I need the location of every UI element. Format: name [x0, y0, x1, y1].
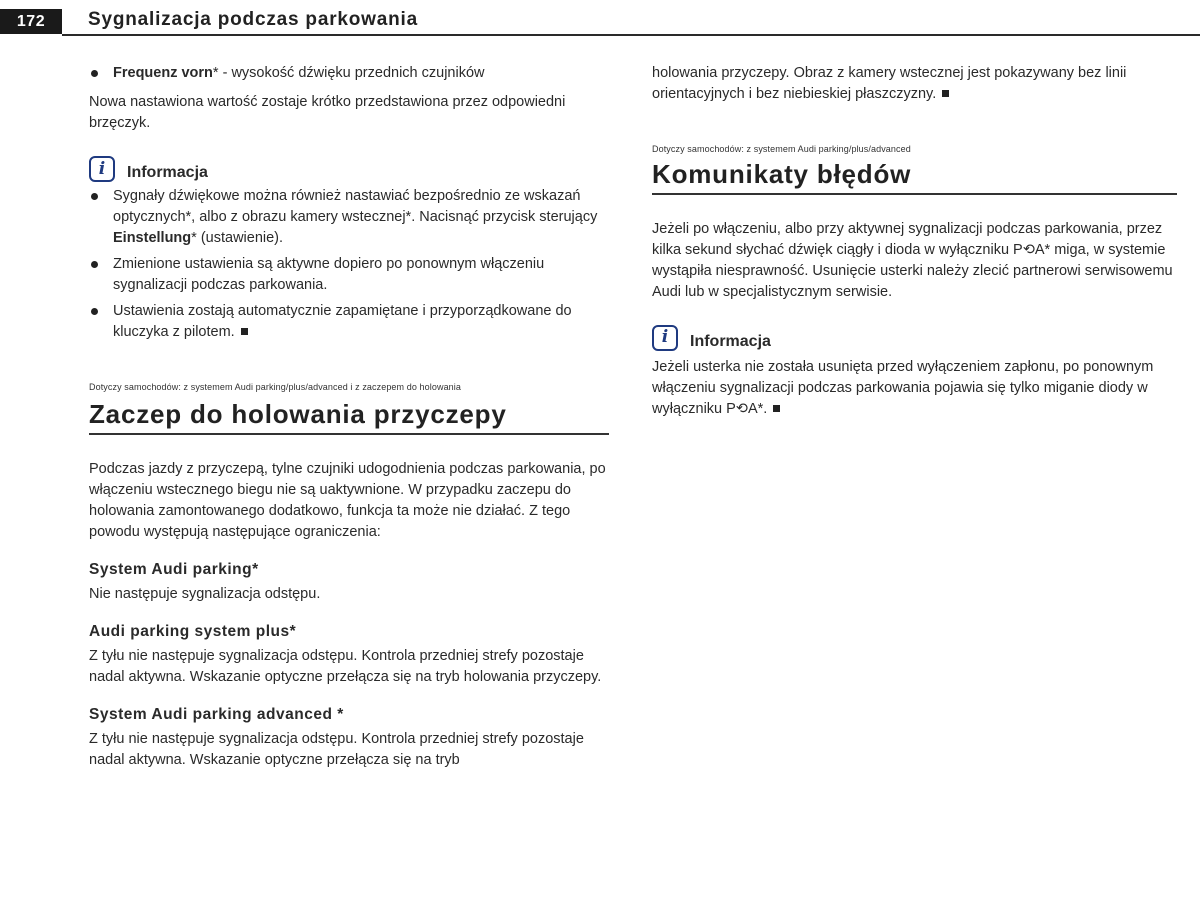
continued-text: holowania przyczepy. Obraz z kamery wstecznej jest pokazywany bez linii orientacyjnych i bez niebieskiej płaszczyzny.: [652, 65, 1127, 102]
frequenz-label: Frequenz vorn: [113, 65, 213, 81]
info-paragraph-errors: [652, 357, 1177, 420]
info-bullet-3: [89, 301, 609, 343]
subsection-text-plus: Z tyłu nie następuje sygnalizacja odstępu. Kontrola przedniej strefy pozostaje nadal aktywna. Wskazanie optyczne przełącza się na tryb holowania przyczepy.: [89, 647, 602, 685]
errors-paragraph: Jeżeli po włączeniu, albo przy aktywnej sygnalizacji podczas parkowania, przez kilka sekund słychać dźwięk ciągły i dioda w wyłączniku P⟲A* miga, w systemie wystąpiła niesprawność. Usunięcie usterki należy zlecić partnerowi serwisowemu Audi lub w specjalistycznym serwisie.: [652, 220, 1173, 300]
subsection-title-plus: Audi parking system plus*: [89, 622, 297, 640]
section-title-towing: Zaczep do holowania przyczepy: [89, 399, 507, 429]
info-text-errors: Jeżeli usterka nie została usunięta przed wyłączeniem zapłonu, po ponownym włączeniu sygnalizacji podczas parkowania pojawia się tylko miganie diody w wyłączniku P⟲A*.: [652, 358, 1154, 417]
page-number: 172: [0, 9, 62, 34]
subsection-text-parking: Nie następuje sygnalizacja odstępu.: [89, 585, 321, 602]
bullet-icon: [91, 70, 98, 77]
subsection-text-advanced: Z tyłu nie następuje sygnalizacja odstępu. Kontrola przedniej strefy pozostaje nadal aktywna. Wskazanie optyczne przełącza się na tryb: [89, 730, 584, 768]
frequenz-paragraph: Nowa nastawiona wartość zostaje krótko przedstawiona przez odpowiedni brzęczyk.: [89, 94, 566, 131]
section-rule: [89, 433, 609, 435]
bullet-icon: [91, 308, 98, 315]
subsection-title-advanced: System Audi parking advanced *: [89, 705, 344, 723]
info-bullet-2: [89, 254, 609, 296]
header-rule: [62, 34, 1200, 36]
end-mark-icon: [942, 90, 949, 97]
info-icon: i: [652, 325, 678, 351]
info-bullet-2-text: Zmienione ustawienia są aktywne dopiero po ponownym włączeniu sygnalizacji podczas parkowania.: [113, 256, 545, 293]
info-bullet-1-text: Sygnały dźwiękowe można również nastawiać bezpośrednio ze wskazań optycznych*, albo z obrazu kamery wstecznej*. Nacisnąć przycisk sterujący: [113, 188, 598, 225]
info-heading: [89, 156, 609, 182]
info-title: Informacja: [127, 164, 208, 181]
subsection-title-parking: System Audi parking*: [89, 560, 259, 578]
running-title: Sygnalizacja podczas parkowania: [88, 9, 418, 30]
left-column: [89, 63, 609, 771]
end-mark-icon: [241, 328, 248, 335]
einstellung-label: Einstellung: [113, 230, 192, 246]
applies-note: Dotyczy samochodów: z systemem Audi parking/plus/advanced i z zaczepem do holowania: [89, 382, 461, 392]
bullet-icon: [91, 261, 98, 268]
frequenz-bullet: [89, 63, 609, 84]
continued-paragraph: [652, 63, 1177, 105]
info-bullet-1-post: * (ustawienie).: [191, 230, 284, 246]
frequenz-desc: - wysokość dźwięku przednich czujników: [218, 65, 485, 81]
info-icon: i: [89, 156, 115, 182]
right-column: [652, 63, 1177, 420]
frequenz-star: *: [212, 65, 219, 81]
info-bullet-3-text: Ustawienia zostają automatycznie zapamiętane i przyporządkowane do kluczyka z pilotem.: [113, 303, 572, 340]
info-bullet-1: [89, 186, 609, 249]
page-header: [0, 0, 1200, 38]
towing-paragraph: Podczas jazdy z przyczepą, tylne czujniki udogodnienia podczas parkowania, po włączeniu wstecznego biegu nie są uaktywnione. W przypadku zaczepu do holowania zamontowanego dodatkowo, funkcja ta może nie działać. Z tego powodu występują następujące ograniczenia:: [89, 460, 606, 540]
bullet-icon: [91, 193, 98, 200]
info-heading-errors: [652, 325, 1177, 351]
section-title-errors: Komunikaty błędów: [652, 159, 912, 189]
info-title-errors: Informacja: [690, 332, 771, 350]
section-rule: [652, 193, 1177, 195]
end-mark-icon: [773, 405, 780, 412]
applies-note-errors: Dotyczy samochodów: z systemem Audi parking/plus/advanced: [652, 144, 911, 154]
